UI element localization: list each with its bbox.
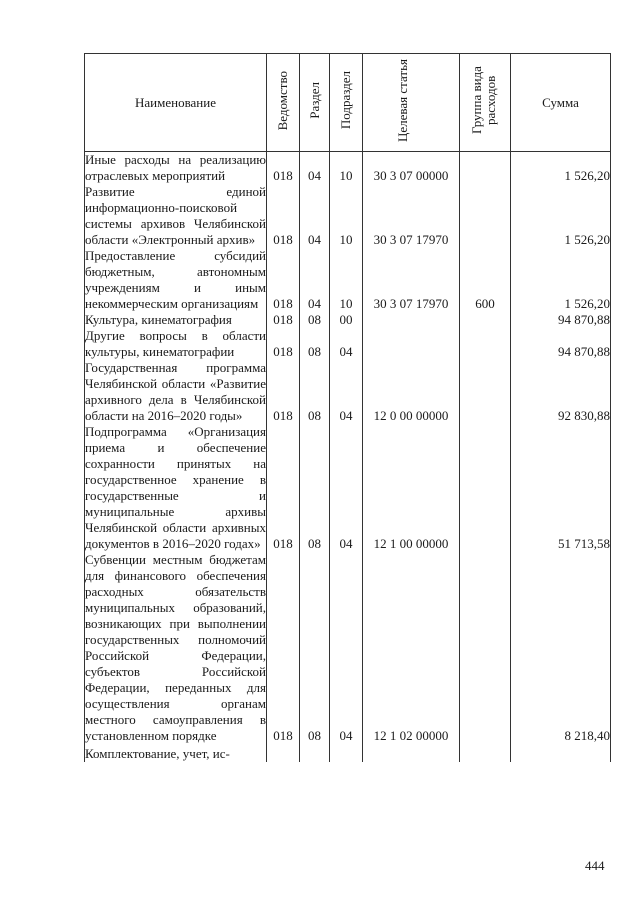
row-target: 12 0 00 00000	[363, 360, 460, 424]
row-dept: 018	[267, 184, 300, 248]
table-row	[85, 312, 611, 328]
row-target: 30 3 07 17970	[363, 248, 460, 312]
row-subsection	[330, 744, 363, 762]
row-section: 08	[300, 360, 330, 424]
row-exp-group: 600	[460, 248, 511, 312]
row-name: Развитие единой информационно-поисковой системы архивов Челябинской области «Электронный архив»	[85, 184, 266, 247]
row-exp-group	[460, 184, 511, 248]
header-target: Целевая статья	[363, 54, 460, 152]
row-name: Предоставление субсидий бюджетным, автономным учреждениям и иным некоммерческим организациям	[85, 248, 266, 311]
row-name: Другие вопросы в области культуры, кинематографии	[85, 328, 266, 359]
row-section: 08	[300, 312, 330, 328]
table-row	[85, 152, 611, 185]
row-dept: 018	[267, 328, 300, 360]
row-name: Культура, кинематография	[85, 312, 267, 328]
row-section: 08	[300, 328, 330, 360]
row-sum: 1 526,20	[511, 152, 611, 185]
row-target: 12 1 02 00000	[363, 552, 460, 744]
row-section: 08	[300, 552, 330, 744]
header-exp-group: Группа вида расходов	[460, 54, 511, 152]
row-subsection: 04	[330, 552, 363, 744]
row-name: Подпрограмма «Организация приема и обеспечение сохранности принятых на государственное хранение в государственные и муниципальные архивы Челябинской области архивных документов в 2016–2020 годах»	[85, 424, 266, 551]
row-dept: 018	[267, 360, 300, 424]
row-target	[363, 744, 460, 762]
row-subsection: 10	[330, 248, 363, 312]
row-dept: 018	[267, 312, 300, 328]
row-dept: 018	[267, 552, 300, 744]
table-row	[85, 424, 611, 552]
row-sum: 8 218,40	[511, 552, 611, 744]
row-exp-group	[460, 424, 511, 552]
row-exp-group	[460, 152, 511, 185]
budget-table	[84, 53, 611, 762]
row-dept: 018	[267, 424, 300, 552]
table-row	[85, 552, 611, 744]
row-section: 04	[300, 152, 330, 185]
table-row	[85, 360, 611, 424]
table-row	[85, 184, 611, 248]
row-subsection: 04	[330, 424, 363, 552]
row-dept: 018	[267, 248, 300, 312]
row-sum	[511, 744, 611, 762]
row-sum: 94 870,88	[511, 328, 611, 360]
header-name: Наименование	[85, 54, 267, 152]
row-exp-group	[460, 328, 511, 360]
row-sum: 1 526,20	[511, 248, 611, 312]
row-sum: 51 713,58	[511, 424, 611, 552]
page-number: 444	[585, 858, 605, 873]
row-target	[363, 328, 460, 360]
row-subsection: 04	[330, 328, 363, 360]
row-exp-group	[460, 552, 511, 744]
row-subsection: 10	[330, 152, 363, 185]
row-section: 08	[300, 424, 330, 552]
row-subsection: 04	[330, 360, 363, 424]
row-subsection: 00	[330, 312, 363, 328]
table-row	[85, 744, 611, 762]
row-section: 04	[300, 248, 330, 312]
row-name: Субвенции местным бюджетам для финансового обеспечения расходных обязательств муниципальных образований, возникающих при выполнении государственных полномочий Российской Федерации, субъектов Российской Федерации, переданных для осуществления органам местного самоуправления в установленном порядке	[85, 552, 266, 743]
row-name: Государственная программа Челябинской области «Развитие архивного дела в Челябинской области на 2016–2020 годы»	[85, 360, 266, 423]
row-sum: 92 830,88	[511, 360, 611, 424]
row-exp-group	[460, 312, 511, 328]
row-target	[363, 312, 460, 328]
header-sum: Сумма	[511, 54, 611, 152]
header-section: Раздел	[300, 54, 330, 152]
row-section	[300, 744, 330, 762]
row-target: 30 3 07 17970	[363, 184, 460, 248]
header-subsection: Подраздел	[330, 54, 363, 152]
row-exp-group	[460, 360, 511, 424]
row-name: Иные расходы на реализацию отраслевых мероприятий	[85, 152, 266, 183]
header-dept: Ведомство	[267, 54, 300, 152]
row-dept	[267, 744, 300, 762]
table-row	[85, 248, 611, 312]
row-section: 04	[300, 184, 330, 248]
row-sum: 94 870,88	[511, 312, 611, 328]
row-exp-group	[460, 744, 511, 762]
row-dept: 018	[267, 152, 300, 185]
table-header-row	[85, 54, 611, 152]
row-target: 30 3 07 00000	[363, 152, 460, 185]
row-name: Комплектование, учет, ис-	[85, 744, 267, 762]
row-subsection: 10	[330, 184, 363, 248]
row-sum: 1 526,20	[511, 184, 611, 248]
table-row	[85, 328, 611, 360]
row-target: 12 1 00 00000	[363, 424, 460, 552]
